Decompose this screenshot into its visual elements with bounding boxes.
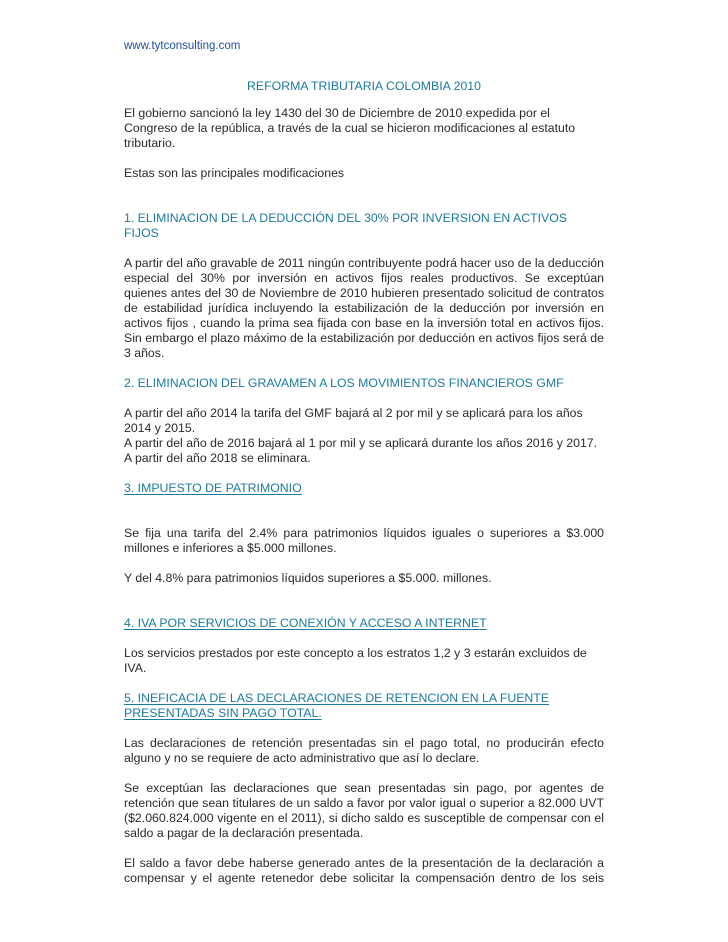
section2-heading: 2. ELIMINACION DEL GRAVAMEN A LOS MOVIMIENTOS FINANCIEROS GMF (124, 376, 564, 390)
section3-paragraph-2: Y del 4.8% para patrimonios líquidos superiores a $5.000. millones. (124, 571, 492, 585)
section5-heading: 5. INEFICACIA DE LAS DECLARACIONES DE RETENCION EN LA FUENTE PRESENTADAS SIN PAGO TOTAL. (124, 691, 550, 720)
section2-line2: A partir del año de 2016 bajará al 1 por mil y se aplicará durante los años 2016 y 2017. (124, 436, 598, 450)
section4-heading: 4. IVA POR SERVICIOS DE CONEXIÓN Y ACCESO A INTERNET (124, 616, 487, 630)
document-title: REFORMA TRIBUTARIA COLOMBIA 2010 (247, 79, 481, 93)
intro-summary: Estas son las principales modificaciones (124, 166, 345, 180)
section3-paragraph-1: Se fija una tarifa del 2.4% para patrimonios líquidos iguales o superiores a $3.000 millones e inferiores a $5.000 millones. (124, 526, 604, 555)
section5-paragraph-2: Se exceptúan las declaraciones que sean presentadas sin pago, por agentes de retención que sean titulares de un saldo a favor por valor igual o superior a 82.000 UVT ($2.060.824.000 vigente en el 2011), si dicho saldo es susceptible de compensar con el saldo a pagar de la declaración presentada. (124, 781, 604, 840)
document-body (124, 106, 604, 886)
section2-line3: A partir del año 2018 se eliminara. (124, 451, 311, 465)
section4-body: Los servicios prestados por este concepto a los estratos 1,2 y 3 estarán excluidos de IVA. (124, 646, 587, 675)
section1-body: A partir del año gravable de 2011 ningún contribuyente podrá hacer uso de la deducción especial del 30% por inversión en activos fijos reales productivos. Se exceptúan quienes antes del 30 de Noviembre de 2010 hubieren presentado solicitud de contratos de estabilidad jurídica incluyendo la estabilización de la deducción por inversión en activos fijos , cuando la prima sea fijada con base en la inversión total en activos fijos. Sin embargo el plazo máximo de la estabilización por deducción en activos fijos será de 3 años. (124, 256, 604, 360)
section5-paragraph-3: El saldo a favor debe haberse generado antes de la presentación de la declaración a compensar y el agente retenedor debe solicitar la compensación dentro de los seis (124, 856, 604, 885)
section1-heading: 1. ELIMINACION DE LA DEDUCCIÓN DEL 30% POR INVERSION EN ACTIVOS FIJOS (124, 211, 568, 240)
section3-heading: 3. IMPUESTO DE PATRIMONIO (124, 481, 302, 495)
header-url[interactable]: www.tytconsulting.com (124, 40, 241, 52)
intro-paragraph: El gobierno sancionó la ley 1430 del 30 de Diciembre de 2010 expedida por el Congreso de la república, a través de la cual se hicieron modificaciones al estatuto tributario. (124, 106, 576, 150)
section5-paragraph-1: Las declaraciones de retención presentadas sin el pago total, no producirán efecto alguno y no se requiere de acto administrativo que así lo declare. (124, 736, 604, 765)
section2-line1: A partir del año 2014 la tarifa del GMF bajará al 2 por mil y se aplicará para los años 2014 y 2015. (124, 406, 583, 435)
